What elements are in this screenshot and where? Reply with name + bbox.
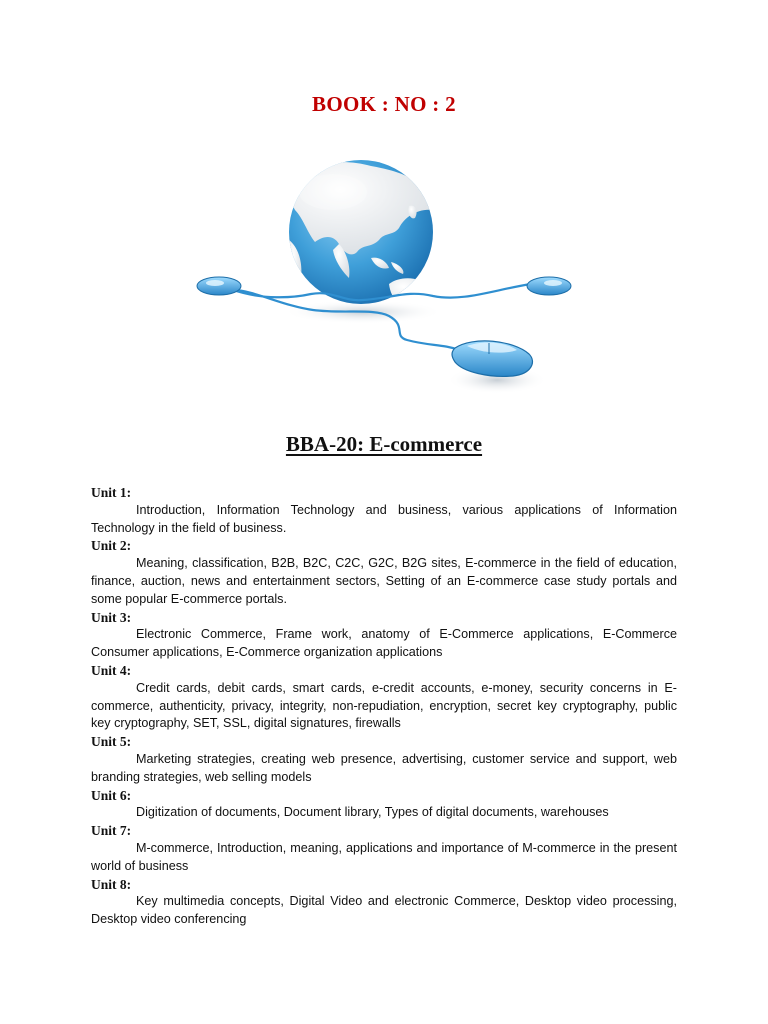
unit-description: M-commerce, Introduction, meaning, applications and importance of M-commerce in the present world of business (91, 840, 677, 873)
unit-description: Credit cards, debit cards, smart cards, e-credit accounts, e-money, security concerns in E-commerce, authenticity, privacy, integrity, non-repudiation, encryption, secret key cryptography, public key cryptography, SET, SSL, digital signatures, firewalls (91, 680, 677, 731)
unit-block (91, 662, 677, 733)
unit-heading: Unit 1: (91, 485, 132, 500)
unit-heading: Unit 5: (91, 734, 132, 750)
unit-block (91, 876, 677, 929)
unit-description: Meaning, classification, B2B, B2C, C2C, G2C, B2G sites, E-commerce in the field of education, finance, auction, news and entertainment sectors, Setting of an E-commerce case study portals and some popular E-commerce portals. (91, 556, 677, 606)
unit-description: Marketing strategies, creating web presence, advertising, customer service and support, web branding strategies, web selling models (91, 751, 677, 784)
unit-description: Introduction, Information Technology and business, various applications of Information Technology in the field of business. (91, 502, 677, 535)
unit-heading: Unit 2: (91, 538, 132, 554)
unit-heading: Unit 4: (91, 662, 132, 678)
unit-block (91, 733, 677, 786)
right-mouse (527, 277, 571, 295)
globe-with-mice-icon (193, 140, 573, 420)
course-title: BBA-20: E-commerce (285, 432, 483, 456)
globe-mice-illustration (193, 140, 573, 420)
unit-description: Digitization of documents, Document library, Types of digital documents, warehouses (136, 805, 609, 820)
unit-heading: Unit 3: (91, 609, 132, 625)
front-mouse (447, 341, 547, 394)
syllabus-units (91, 484, 677, 929)
left-mouse (197, 277, 241, 295)
unit-heading: Unit 7: (91, 823, 132, 839)
unit-description: Key multimedia concepts, Digital Video and electronic Commerce, Desktop video processing, Desktop video conferencing (91, 894, 677, 927)
unit-block (91, 822, 677, 875)
unit-heading: Unit 8: (91, 876, 132, 892)
unit-block (91, 787, 677, 823)
unit-block (91, 537, 677, 608)
unit-block (91, 609, 677, 662)
book-number-title: BOOK : NO : 2 (312, 92, 456, 116)
unit-block (91, 484, 677, 537)
unit-description: Electronic Commerce, Frame work, anatomy of E-Commerce applications, E-Commerce Consumer applications, E-Commerce organization applications (91, 627, 677, 660)
unit-heading: Unit 6: (91, 787, 132, 803)
